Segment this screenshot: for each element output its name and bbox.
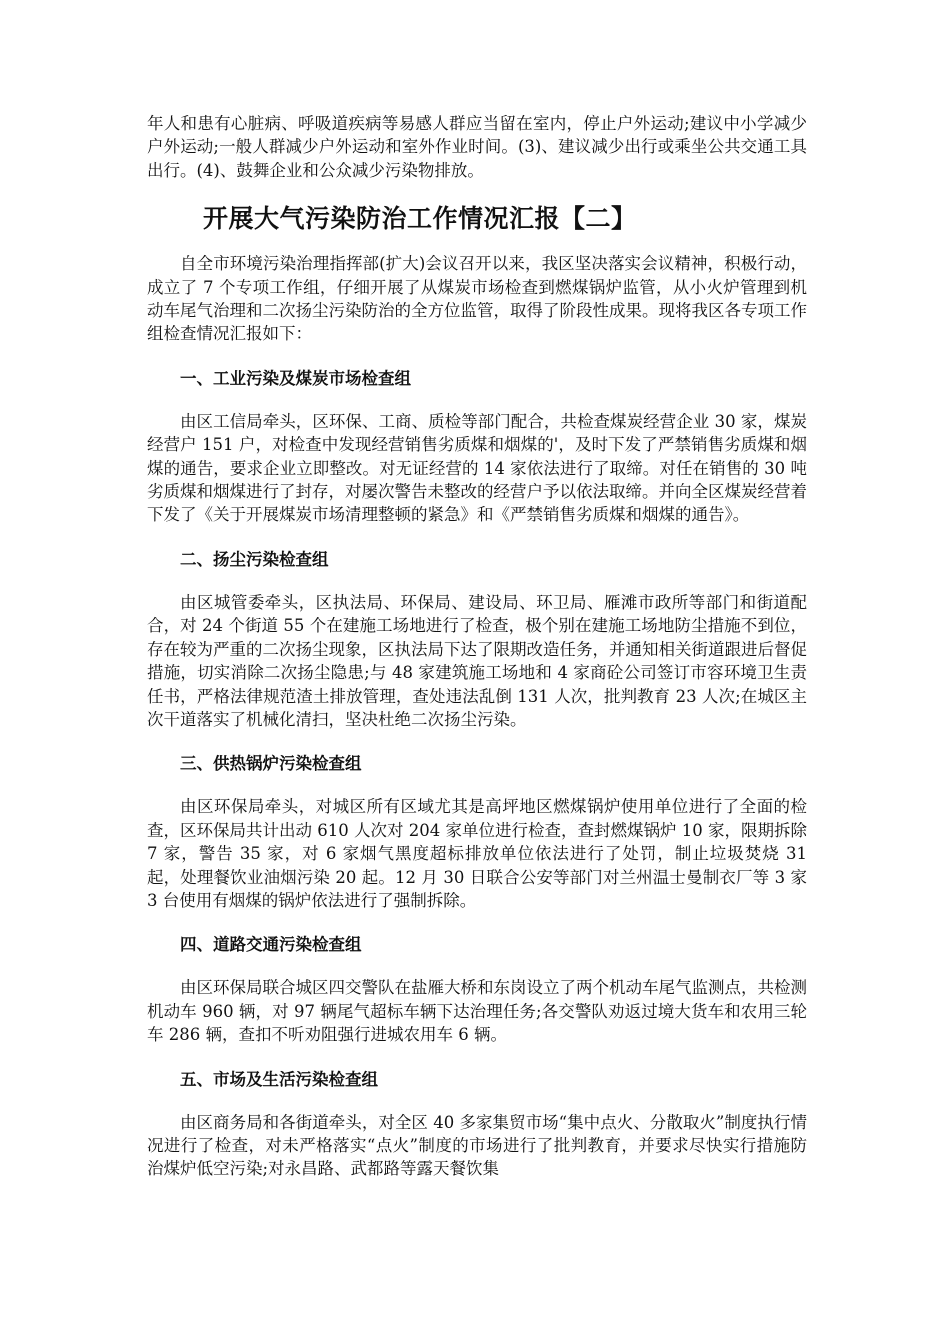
section-body-5: 由区商务局和各街道牵头，对全区 40 多家集贸市场“集中点火、分散取火”制度执行情况进行了检查，对未严格落实“点火”制度的市场进行了批判教育，并要求尽快实行措施防治煤炉低空污染;对永昌路、武都路等露天餐饮集 [147, 1112, 807, 1179]
section-heading-3: 三、供热锅炉污染检查组 [180, 754, 362, 774]
section-heading-2: 二、扬尘污染检查组 [180, 549, 329, 569]
section-body-2: 由区城管委牵头，区执法局、环保局、建设局、环卫局、雁滩市政所等部门和街道配合，对 24 个街道 55 个在建施工场地进行了检查，极个别在建施工场地防尘措施不到位，存在较为严重的二次扬尘现象，区执法局下达了限期改造任务，并通知相关街道跟进后督促措施，切实消除二次扬尘隐患;与 48 家建筑施工场地和 4 家商砼公司签订市容环境卫生责任书，严格法律规范渣土排放管理，查处违法乱倒 131 人次，批判教育 23 人次;在城区主次干道落实了机械化清扫，坚决杜绝二次扬尘污染。 [147, 592, 807, 729]
section-body-1: 由区工信局牵头，区环保、工商、质检等部门配合，共检查煤炭经营企业 30 家，煤炭经营户 151 户，对检查中发现经营销售劣质煤和烟煤的'，及时下发了严禁销售劣质煤和烟煤的通告，要求企业立即整改。对无证经营的 14 家依法进行了取缔。对任在销售的 30 吨劣质煤和烟煤进行了封存，对屡次警告未整改的经营户予以依法取缔。并向全区煤炭经营着下发了《关于开展煤炭市场清理整顿的紧急》和《严禁销售劣质煤和烟煤的通告》。 [147, 411, 807, 525]
opening-paragraph: 自全市环境污染治理指挥部(扩大)会议召开以来，我区坚决落实会议精神，积极行动，成立了 7 个专项工作组，仔细开展了从煤炭市场检查到燃煤锅炉监管，从小火炉管理到机动车尾气治理和二次扬尘污染防治的全方位监管，取得了阶段性成果。现将我区各专项工作组检查情况汇报如下： [147, 254, 807, 344]
section-heading-4: 四、道路交通污染检查组 [180, 935, 362, 955]
section-body-3: 由区环保局牵头，对城区所有区域尤其是高坪地区燃煤锅炉使用单位进行了全面的检查，区环保局共计出动 610 人次对 204 家单位进行检查，查封燃煤锅炉 10 家，限期拆除 7 家，警告 35 家，对 6 家烟气黑度超标排放单位依法进行了处罚，制止垃圾焚烧 31 起，处理餐饮业油烟污染 20 起。12 月 30 日联合公安等部门对兰州温士曼制衣厂等 3 家 3 台使用有烟煤的锅炉依法进行了强制拆除。 [147, 797, 807, 910]
section-heading-5: 五、市场及生活污染检查组 [180, 1069, 378, 1089]
section-body-4: 由区环保局联合城区四交警队在盐雁大桥和东岗设立了两个机动车尾气监测点，共检测机动车 960 辆，对 97 辆尾气超标车辆下达治理任务;各交警队劝返过境大货车和农用三轮车 286 辆，查扣不听劝阻强行进城农用车 6 辆。 [147, 978, 807, 1045]
document-title: 开展大气污染防治工作情况汇报【二】 [203, 204, 637, 234]
section-heading-1: 一、工业污染及煤炭市场检查组 [180, 368, 411, 388]
intro-paragraph: 年人和患有心脏病、呼吸道疾病等易感人群应当留在室内，停止户外运动;建议中小学减少户外运动;一般人群减少户外运动和室外作业时间。(3)、建议减少出行或乘坐公共交通工具出行。(4)、鼓舞企业和公众减少污染物排放。 [147, 114, 807, 180]
document-page [147, 112, 807, 1181]
